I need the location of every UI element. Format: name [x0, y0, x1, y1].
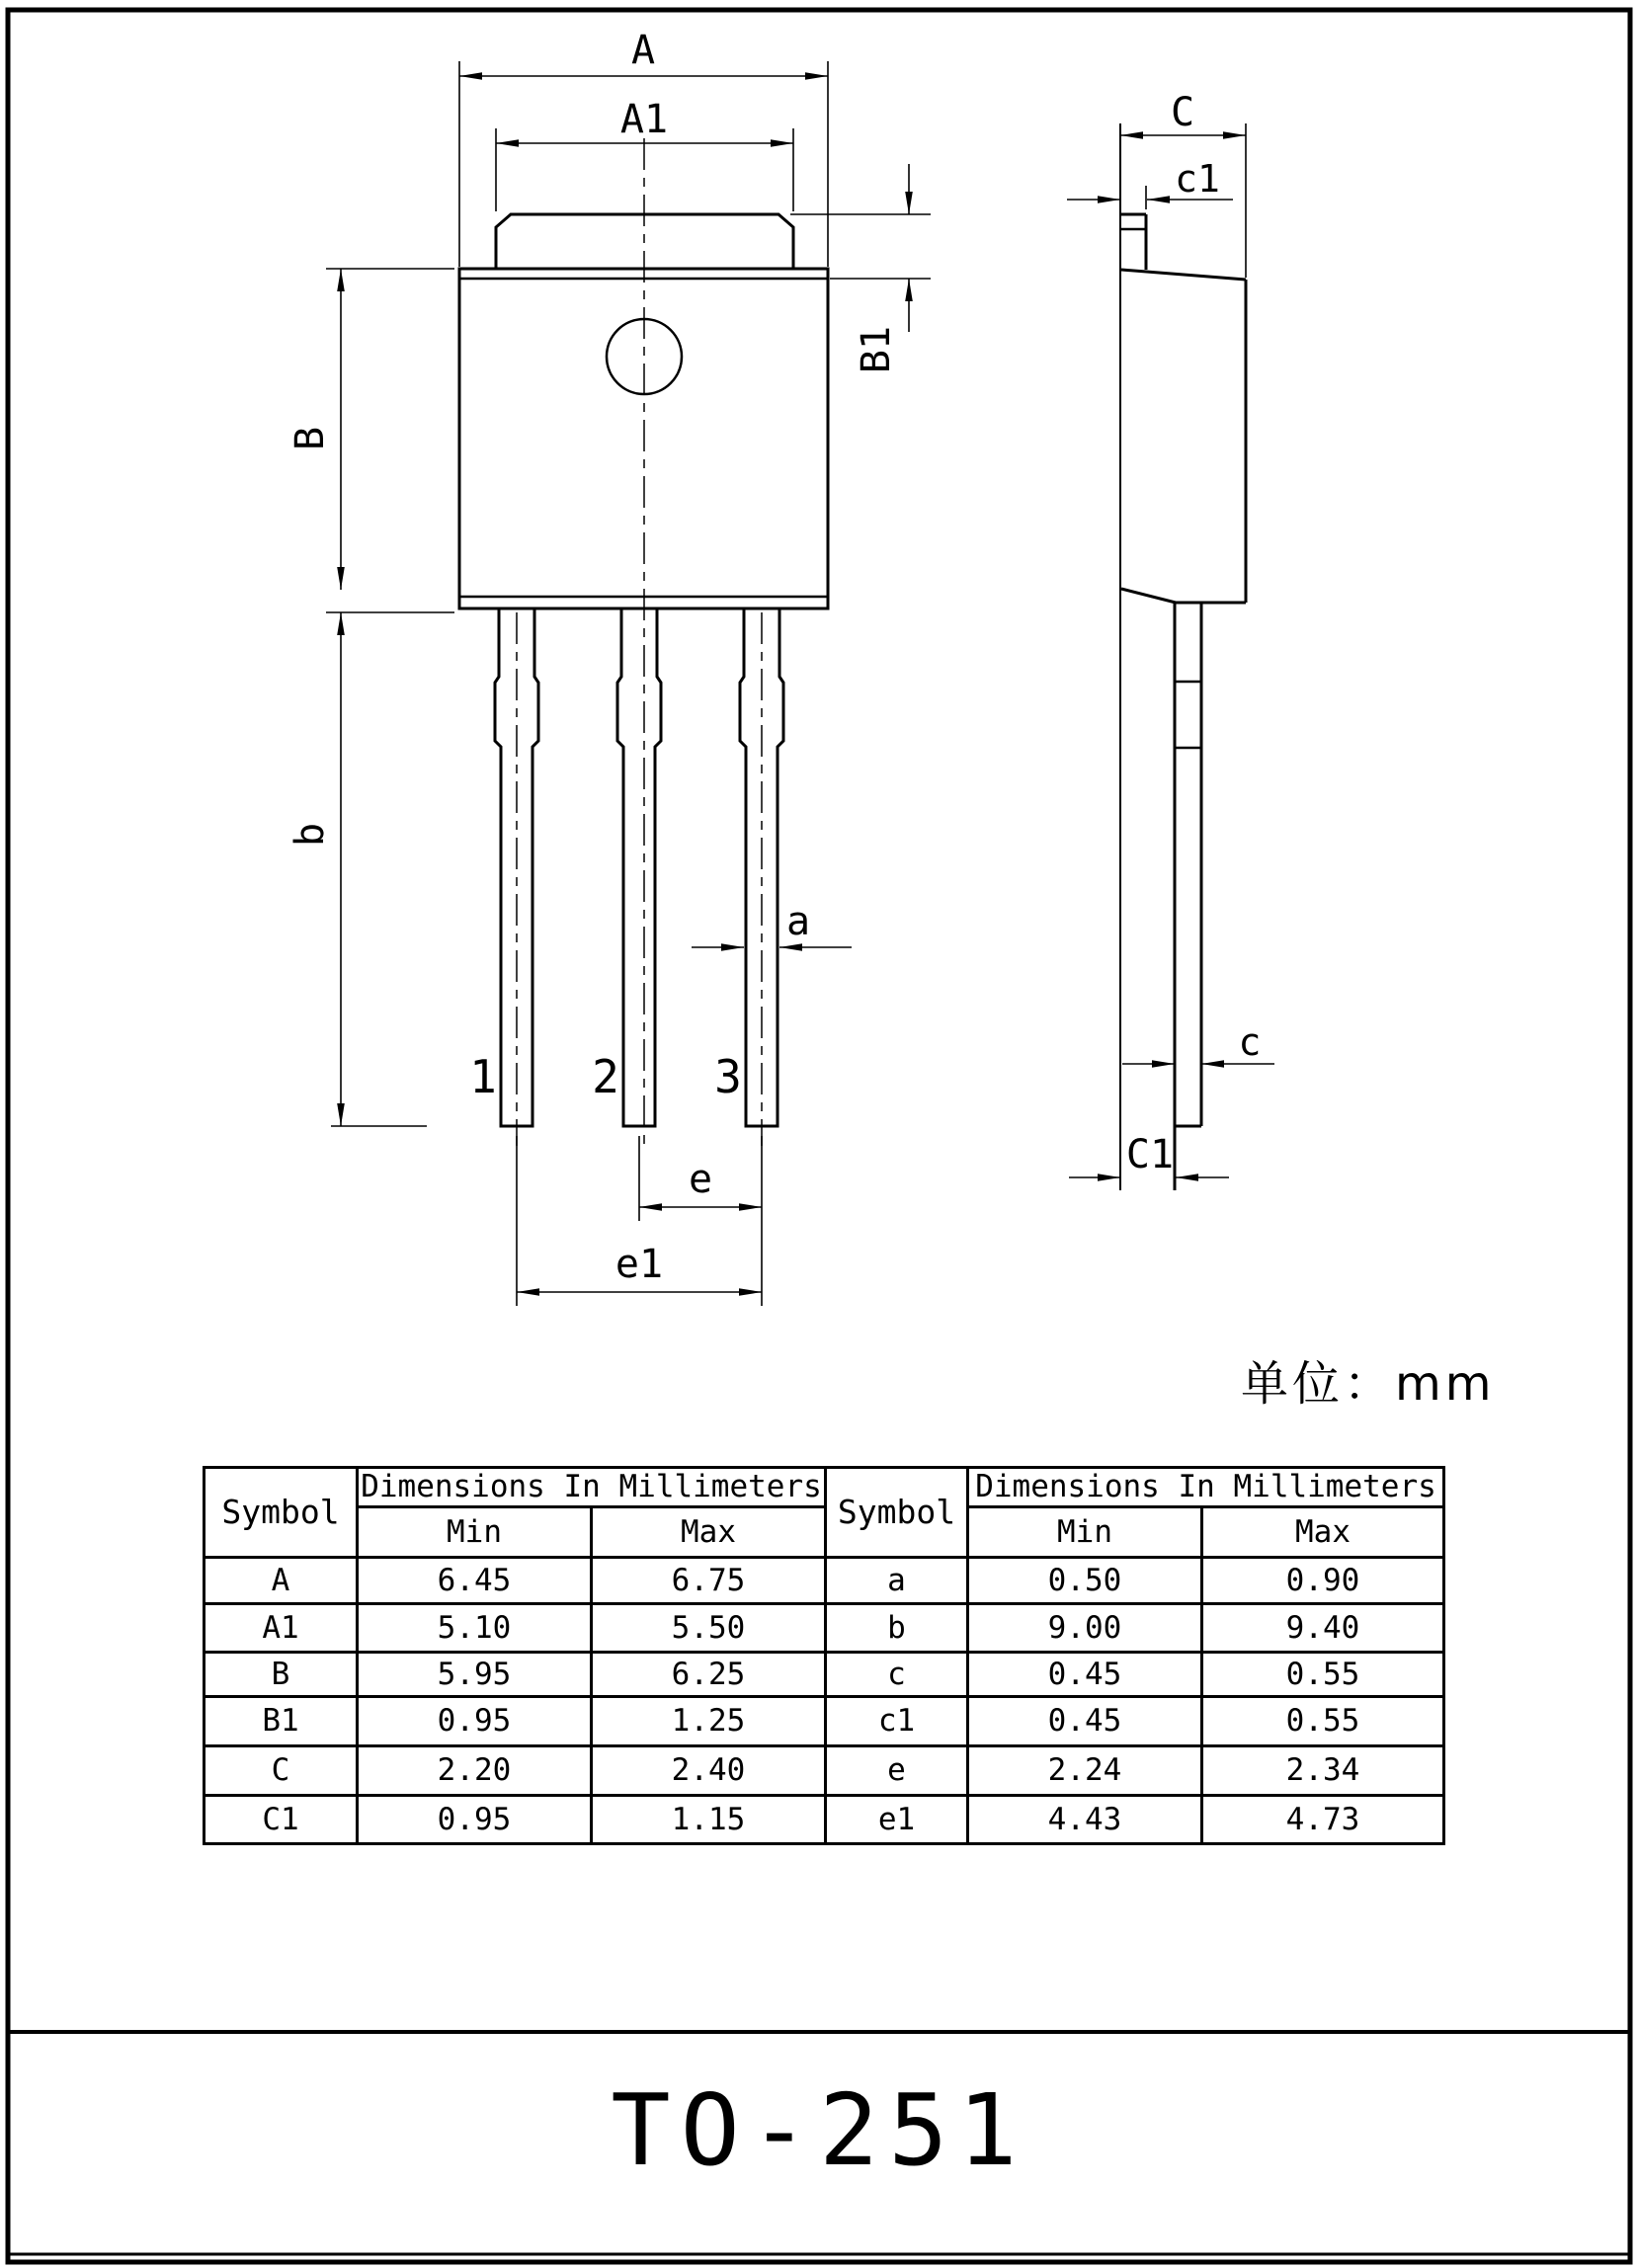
min-cell: 0.50 [968, 1558, 1202, 1604]
max-cell: 6.25 [592, 1653, 826, 1697]
dim-label-B1: B1 [854, 325, 899, 374]
dim-label-a: a [785, 899, 811, 944]
dimension-labels [287, 28, 1261, 1287]
max-cell: 0.55 [1202, 1697, 1444, 1746]
dim-label-c1: c1 [1175, 157, 1220, 201]
symbol-cell: B1 [205, 1697, 358, 1746]
pin-2-label: 2 [592, 1050, 619, 1103]
min-cell: 0.45 [968, 1653, 1202, 1697]
min-cell: 5.95 [358, 1653, 592, 1697]
table-row [205, 1697, 1444, 1746]
dim-label-B: B [287, 426, 333, 451]
dim-label-b: b [287, 822, 333, 848]
pin-3-label: 3 [714, 1050, 742, 1103]
header-min-right: Min [968, 1507, 1202, 1558]
max-cell: 0.55 [1202, 1653, 1444, 1697]
symbol-cell: c1 [826, 1697, 968, 1746]
symbol-cell: C1 [205, 1796, 358, 1844]
symbol-cell: B [205, 1653, 358, 1697]
min-cell: 6.45 [358, 1558, 592, 1604]
symbol-cell: C [205, 1746, 358, 1796]
symbol-cell: A [205, 1558, 358, 1604]
table-row [205, 1796, 1444, 1844]
dim-label-e1: e1 [614, 1242, 664, 1287]
max-cell: 1.15 [592, 1796, 826, 1844]
table-row [205, 1604, 1444, 1653]
front-view-dimensions [326, 61, 931, 1306]
header-max-right: Max [1202, 1507, 1444, 1558]
symbol-cell: a [826, 1558, 968, 1604]
min-cell: 0.45 [968, 1697, 1202, 1746]
dim-label-A1: A1 [619, 97, 669, 142]
lead-2 [617, 608, 661, 1126]
symbol-cell: c [826, 1653, 968, 1697]
min-cell: 2.20 [358, 1746, 592, 1796]
side-view-dimensions [1067, 123, 1274, 1177]
dim-label-A: A [630, 28, 656, 73]
header-dimensions-right: Dimensions In Millimeters [968, 1468, 1444, 1507]
symbol-cell: b [826, 1604, 968, 1653]
dim-label-c: c [1238, 1020, 1262, 1064]
min-cell: 9.00 [968, 1604, 1202, 1653]
dim-label-e: e [688, 1157, 713, 1202]
header-max-left: Max [592, 1507, 826, 1558]
header-min-left: Min [358, 1507, 592, 1558]
table-header-row-2 [205, 1507, 1444, 1558]
max-cell: 5.50 [592, 1604, 826, 1653]
max-cell: 2.34 [1202, 1746, 1444, 1796]
max-cell: 9.40 [1202, 1604, 1444, 1653]
header-dimensions-left: Dimensions In Millimeters [358, 1468, 826, 1507]
min-cell: 4.43 [968, 1796, 1202, 1844]
package-title: TO-251 [611, 2072, 1027, 2188]
dim-label-C: C [1170, 90, 1195, 135]
table-row [205, 1746, 1444, 1796]
max-cell: 4.73 [1202, 1796, 1444, 1844]
symbol-cell: e1 [826, 1796, 968, 1844]
pin-1-label: 1 [469, 1050, 497, 1103]
side-view [1120, 123, 1246, 1190]
dimensions-table [203, 1466, 1445, 1845]
header-symbol-left: Symbol [205, 1468, 358, 1558]
symbol-cell: A1 [205, 1604, 358, 1653]
side-body-top-slant [1121, 270, 1246, 280]
table-row [205, 1653, 1444, 1697]
min-cell: 5.10 [358, 1604, 592, 1653]
table-header-row-1 [205, 1468, 1444, 1507]
min-cell: 2.24 [968, 1746, 1202, 1796]
min-cell: 0.95 [358, 1796, 592, 1844]
min-cell: 0.95 [358, 1697, 592, 1746]
symbol-cell: e [826, 1746, 968, 1796]
side-body-bottom-slant [1121, 589, 1176, 603]
max-cell: 2.40 [592, 1746, 826, 1796]
max-cell: 6.75 [592, 1558, 826, 1604]
table-row [205, 1558, 1444, 1604]
front-view [459, 138, 828, 1146]
max-cell: 0.90 [1202, 1558, 1444, 1604]
page-border [8, 10, 1630, 2262]
max-cell: 1.25 [592, 1697, 826, 1746]
header-symbol-right: Symbol [826, 1468, 968, 1558]
unit-note: 单位：mm [1241, 1356, 1496, 1412]
dim-label-C1: C1 [1125, 1132, 1175, 1177]
